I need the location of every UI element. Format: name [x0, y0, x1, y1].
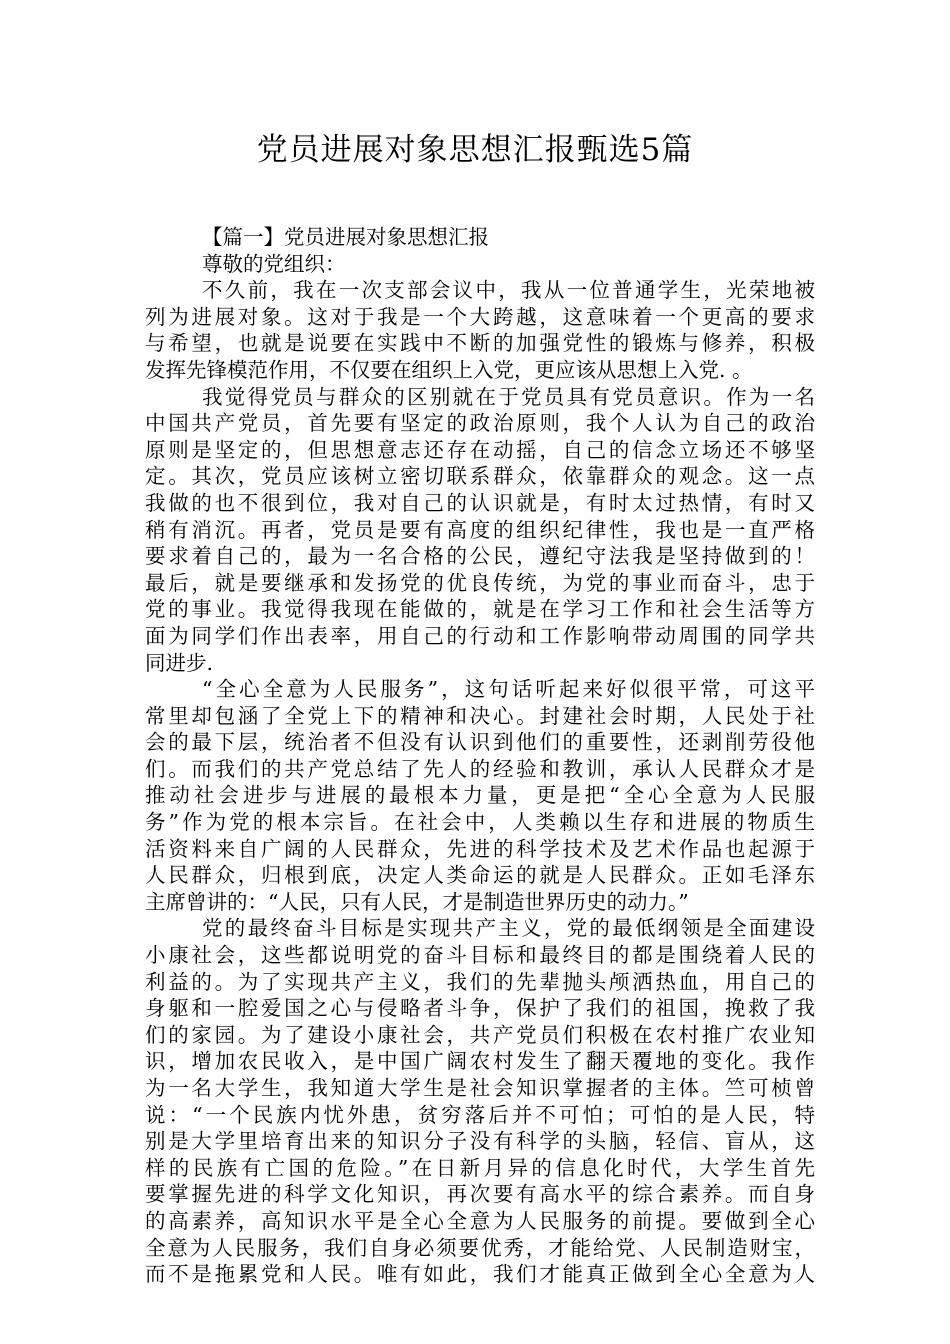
body-text-line: 定。其次，党员应该树立密切联系群众，依靠群众的观念。这一点: [145, 464, 815, 489]
body-text-line: 不久前，我在一次支部会议中，我从一位普通学生，光荣地被: [202, 278, 815, 303]
body-text-line: 要求着自己的，最为一名合格的公民，遵纪守法我是坚持做到的！: [145, 544, 815, 569]
body-text-line: 样的民族有亡国的危险。”在日新月异的信息化时代，大学生首先: [145, 1155, 815, 1180]
document-title: 党员进展对象思想汇报甄选5篇: [256, 132, 694, 168]
body-text-line: 党的最终奋斗目标是实现共产主义，党的最低纲领是全面建设: [202, 916, 815, 941]
body-text-line: 我觉得党员与群众的区别就在于党员具有党员意识。作为一名: [202, 384, 815, 409]
body-text-line: 党的事业。我觉得我现在能做的，就是在学习工作和社会生活等方: [145, 597, 815, 622]
body-text-line: 我做的也不很到位，我对自己的认识就是，有时太过热情，有时又: [145, 490, 815, 515]
body-text-line: 识，增加农民收入，是中国广阔农村发生了翻天覆地的变化。我作: [145, 1049, 815, 1074]
section-heading-line: 【篇一】党员进展对象思想汇报: [202, 225, 489, 249]
body-text-line: 中国共产党员，首先要有坚定的政治原则，我个人认为自己的政治: [145, 411, 815, 436]
body-text-line: 身躯和一腔爱国之心与侵略者斗争，保护了我们的祖国，挽救了我: [145, 996, 815, 1021]
body-text-line: 小康社会，这些都说明党的奋斗目标和最终目的都是围绕着人民的: [145, 943, 815, 968]
body-text-line: 发挥先锋模范作用，不仅要在组织上入党，更应该从思想上入党. 。: [145, 357, 753, 382]
document-body: [145, 224, 815, 1288]
body-text-line: 利益的。为了实现共产主义，我们的先辈抛头颅洒热血，用自己的: [145, 969, 815, 994]
section-heading-line: 尊敬的党组织：: [202, 251, 346, 276]
body-text-line: “全心全意为人民服务”，这句话听起来好似很平常，可这平: [202, 677, 815, 702]
body-text-line: 别是大学里培育出来的知识分子没有科学的头脑，轻信、盲从，这: [145, 1129, 815, 1154]
body-text-line: 列为进展对象。这对于我是一个大跨越，这意味着一个更高的要求: [145, 304, 815, 329]
body-text-line: 主席曾讲的：“人民，只有人民，才是制造世界历史的动力。”: [145, 889, 689, 914]
body-text-line: 务”作为党的根本宗旨。在社会中，人类赖以生存和进展的物质生: [145, 810, 815, 835]
body-text-line: 为一名大学生，我知道大学生是社会知识掌握者的主体。竺可桢曾: [145, 1076, 815, 1100]
body-text-line: 们。而我们的共产党总结了先人的经验和教训，承认人民群众才是: [145, 756, 815, 781]
body-text-line: 稍有消沉。再者，党员是要有高度的组织纪律性，我也是一直严格: [145, 517, 815, 542]
body-text-line: 们的家园。为了建设小康社会，共产党员们积极在农村推广农业知: [145, 1022, 815, 1047]
body-text-line: 常里却包涵了全党上下的精神和决心。封建社会时期，人民处于社: [145, 703, 815, 728]
body-text-line: 最后，就是要继承和发扬党的优良传统，为党的事业而奋斗，忠于: [145, 570, 815, 595]
body-text-line: 同进步.: [145, 650, 214, 675]
body-text-line: 面为同学们作出表率，用自己的行动和工作影响带动周围的同学共: [145, 623, 815, 648]
body-text-line: 的高素养，高知识水平是全心全意为人民服务的前提。要做到全心: [145, 1208, 815, 1233]
body-text-line: 人民群众，归根到底，决定人类命运的就是人民群众。正如毛泽东: [145, 863, 815, 888]
body-text-line: 与希望，也就是说要在实践中不断的加强党性的锻炼与修养，积极: [145, 331, 815, 356]
body-text-line: 会的最下层，统治者不但没有认识到他们的重要性，还剥削劳役他: [145, 730, 815, 755]
body-text-line: 说：“一个民族内忧外患，贫穷落后并不可怕；可怕的是人民，特: [145, 1102, 815, 1127]
body-text-line: 要掌握先进的科学文化知识，再次要有高水平的综合素养。而自身: [145, 1182, 815, 1207]
body-text-line: 原则是坚定的，但思想意志还存在动摇，自己的信念立场还不够坚: [145, 437, 815, 462]
body-text-line: 而不是拖累党和人民。唯有如此，我们才能真正做到全心全意为人: [145, 1262, 815, 1287]
body-text-line: 全意为人民服务，我们自身必须要优秀，才能给党、人民制造财宝，: [145, 1235, 815, 1260]
body-text-line: 活资料来自广阔的人民群众，先进的科学技术及艺术作品也起源于: [145, 836, 815, 861]
body-text-line: 推动社会进步与进展的最根本力量，更是把“全心全意为人民服: [145, 783, 815, 808]
